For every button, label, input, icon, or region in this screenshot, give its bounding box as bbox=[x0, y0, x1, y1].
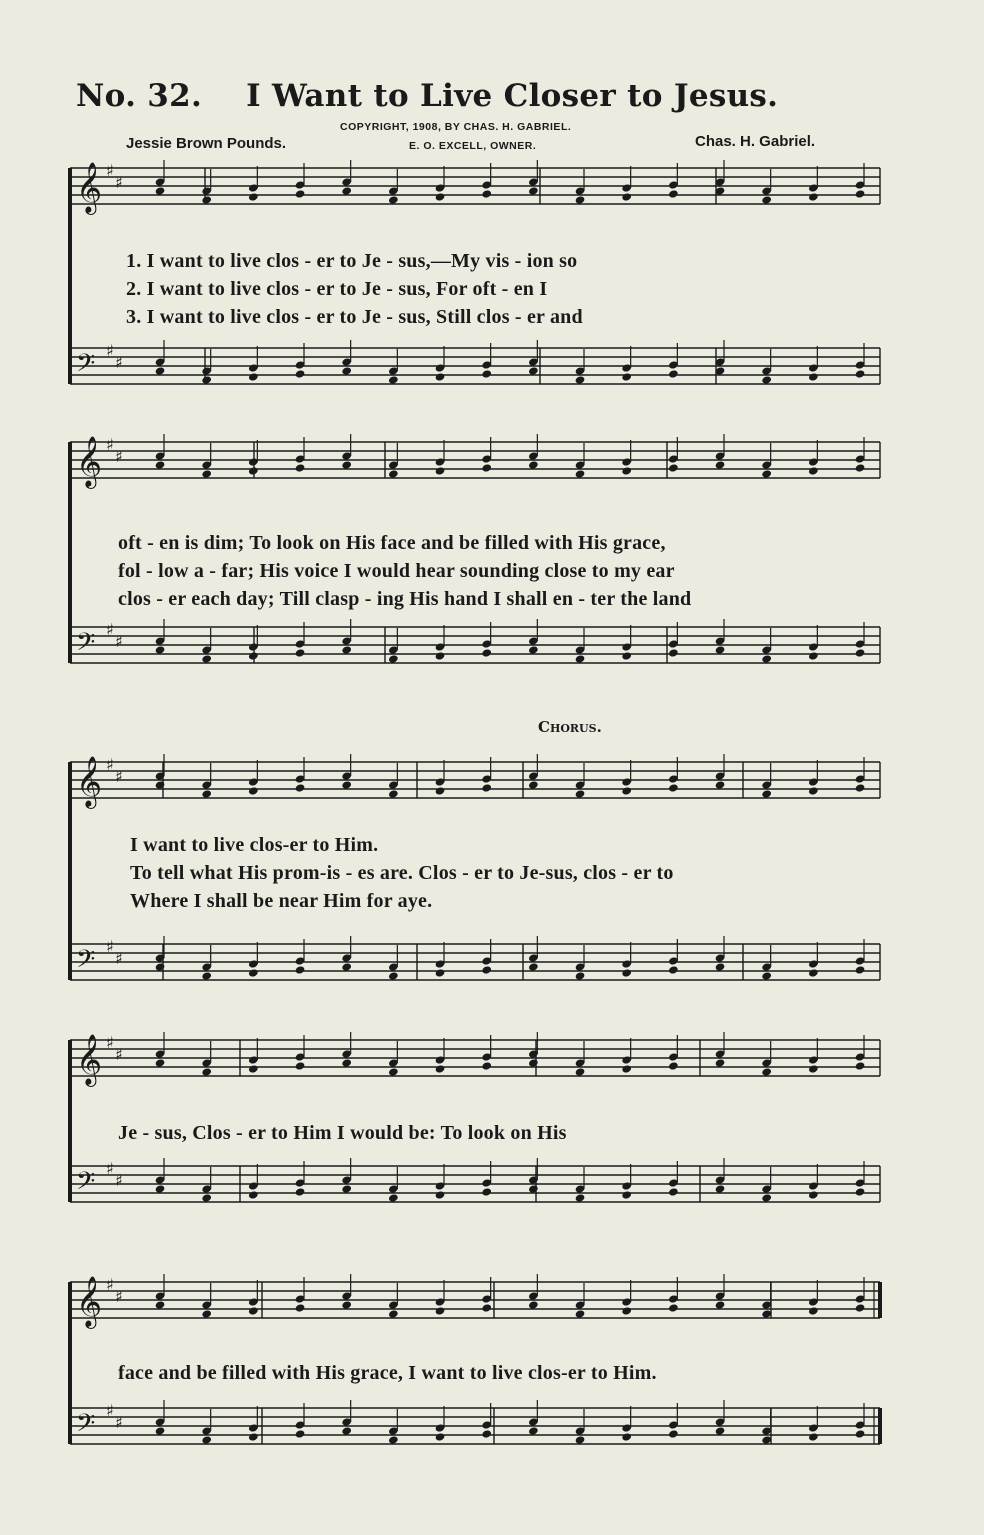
note-head bbox=[808, 786, 819, 795]
sharp-sign: ♯ bbox=[115, 1171, 123, 1190]
note-head bbox=[621, 1190, 632, 1199]
note-head bbox=[855, 369, 866, 378]
note-head bbox=[435, 1064, 446, 1073]
bass-clef: 𝄢 bbox=[76, 628, 96, 663]
note-head bbox=[668, 1187, 679, 1196]
note-head bbox=[248, 968, 259, 977]
note-head bbox=[435, 1432, 446, 1441]
copyright-notice: COPYRIGHT, 1908, BY CHAS. H. GABRIEL. bbox=[340, 121, 572, 133]
treble-clef: 𝄞 bbox=[76, 1034, 103, 1085]
lyric-s2-verse1: oft - en is dim; To look on His face and be filled with His grace, bbox=[118, 532, 666, 554]
note-head bbox=[855, 965, 866, 974]
sharp-sign: ♯ bbox=[115, 353, 123, 372]
note-head bbox=[435, 1190, 446, 1199]
note-head bbox=[248, 1064, 259, 1073]
sharp-sign: ♯ bbox=[106, 341, 114, 360]
bass-clef: 𝄢 bbox=[76, 945, 96, 980]
note-head bbox=[481, 463, 492, 472]
treble-clef: 𝄞 bbox=[76, 756, 103, 807]
bass-clef: 𝄢 bbox=[76, 349, 96, 384]
note-head bbox=[855, 783, 866, 792]
note-head bbox=[248, 1432, 259, 1441]
note-head bbox=[481, 965, 492, 974]
chorus-label: Chorus. bbox=[538, 718, 602, 736]
note-head bbox=[621, 466, 632, 475]
note-head bbox=[295, 1187, 306, 1196]
note-head bbox=[481, 1303, 492, 1312]
bass-clef: 𝄢 bbox=[76, 1409, 96, 1444]
note-head bbox=[481, 1187, 492, 1196]
note-head bbox=[481, 1061, 492, 1070]
treble-clef: 𝄞 bbox=[76, 162, 103, 213]
note-head bbox=[808, 372, 819, 381]
note-head bbox=[621, 372, 632, 381]
lyric-s3-verse1: I want to live clos-er to Him. bbox=[130, 834, 379, 856]
note-head bbox=[668, 1303, 679, 1312]
note-head bbox=[668, 189, 679, 198]
note-head bbox=[435, 786, 446, 795]
note-head bbox=[295, 369, 306, 378]
note-head bbox=[855, 1303, 866, 1312]
note-head bbox=[481, 1429, 492, 1438]
note-head bbox=[808, 1064, 819, 1073]
sharp-sign: ♯ bbox=[115, 1413, 123, 1432]
note-head bbox=[481, 648, 492, 657]
note-head bbox=[248, 1306, 259, 1315]
note-head bbox=[481, 369, 492, 378]
note-head bbox=[668, 1061, 679, 1070]
bass-clef: 𝄢 bbox=[76, 1167, 96, 1202]
sharp-sign: ♯ bbox=[115, 173, 123, 192]
note-head bbox=[855, 1187, 866, 1196]
note-head bbox=[248, 192, 259, 201]
note-head bbox=[621, 192, 632, 201]
sharp-sign: ♯ bbox=[106, 161, 114, 180]
lyric-s4: Je - sus, Clos - er to Him I would be: To look on His bbox=[118, 1122, 567, 1144]
sharp-sign: ♯ bbox=[106, 1275, 114, 1294]
sharp-sign: ♯ bbox=[115, 1287, 123, 1306]
note-head bbox=[621, 786, 632, 795]
note-head bbox=[808, 192, 819, 201]
sharp-sign: ♯ bbox=[106, 435, 114, 454]
note-head bbox=[808, 1190, 819, 1199]
note-head bbox=[668, 1429, 679, 1438]
sharp-sign: ♯ bbox=[106, 1401, 114, 1420]
note-head bbox=[855, 648, 866, 657]
hymn-title: I Want to Live Closer to Jesus. bbox=[246, 78, 779, 114]
note-head bbox=[621, 651, 632, 660]
note-head bbox=[295, 648, 306, 657]
sharp-sign: ♯ bbox=[115, 447, 123, 466]
note-head bbox=[855, 463, 866, 472]
sharp-sign: ♯ bbox=[106, 1033, 114, 1052]
note-head bbox=[808, 968, 819, 977]
note-head bbox=[295, 783, 306, 792]
note-head bbox=[435, 192, 446, 201]
copyright-owner: E. O. EXCELL, OWNER. bbox=[409, 140, 537, 152]
lyric-s1-verse3: 3. I want to live clos - er to Je - sus, Still clos - er and bbox=[126, 306, 583, 328]
note-head bbox=[435, 372, 446, 381]
sharp-sign: ♯ bbox=[106, 937, 114, 956]
sharp-sign: ♯ bbox=[115, 767, 123, 786]
composer-credit: Chas. H. Gabriel. bbox=[695, 133, 816, 150]
note-head bbox=[621, 1432, 632, 1441]
note-head bbox=[435, 968, 446, 977]
lyric-s3-verse3: Where I shall be near Him for aye. bbox=[130, 890, 433, 912]
note-head bbox=[435, 1306, 446, 1315]
treble-clef: 𝄞 bbox=[76, 436, 103, 487]
note-head bbox=[248, 651, 259, 660]
sharp-sign: ♯ bbox=[106, 620, 114, 639]
sharp-sign: ♯ bbox=[115, 1045, 123, 1064]
note-head bbox=[855, 189, 866, 198]
hymn-number: No. 32. bbox=[76, 78, 203, 114]
note-head bbox=[248, 786, 259, 795]
note-head bbox=[668, 648, 679, 657]
lyric-s2-verse3: clos - er each day; Till clasp - ing His hand I shall en - ter the land bbox=[118, 588, 692, 610]
lyricist-credit: Jessie Brown Pounds. bbox=[126, 135, 287, 152]
lyric-s3-verse2: To tell what His prom-is - es are. Clos - er to Je-sus, clos - er to bbox=[130, 862, 674, 884]
lyric-s5: face and be filled with His grace, I want to live clos-er to Him. bbox=[118, 1362, 657, 1384]
sharp-sign: ♯ bbox=[106, 1159, 114, 1178]
note-head bbox=[855, 1429, 866, 1438]
note-head bbox=[668, 965, 679, 974]
note-head bbox=[248, 372, 259, 381]
lyric-s2-verse2: fol - low a - far; His voice I would hear sounding close to my ear bbox=[118, 560, 675, 582]
note-head bbox=[481, 783, 492, 792]
note-head bbox=[295, 965, 306, 974]
note-head bbox=[435, 466, 446, 475]
lyric-s1-verse1: 1. I want to live clos - er to Je - sus,—My vis - ion so bbox=[126, 250, 578, 272]
sharp-sign: ♯ bbox=[115, 632, 123, 651]
note-head bbox=[808, 1306, 819, 1315]
note-head bbox=[248, 466, 259, 475]
note-head bbox=[808, 651, 819, 660]
note-head bbox=[621, 1306, 632, 1315]
note-head bbox=[808, 466, 819, 475]
note-head bbox=[295, 189, 306, 198]
note-head bbox=[248, 1190, 259, 1199]
note-head bbox=[295, 1061, 306, 1070]
note-head bbox=[855, 1061, 866, 1070]
note-head bbox=[435, 651, 446, 660]
note-head bbox=[668, 369, 679, 378]
note-head bbox=[295, 1429, 306, 1438]
note-head bbox=[808, 1432, 819, 1441]
note-head bbox=[295, 1303, 306, 1312]
note-head bbox=[295, 463, 306, 472]
note-head bbox=[668, 783, 679, 792]
note-head bbox=[668, 463, 679, 472]
lyric-s1-verse2: 2. I want to live clos - er to Je - sus, For oft - en I bbox=[126, 278, 548, 300]
sharp-sign: ♯ bbox=[115, 949, 123, 968]
note-head bbox=[621, 1064, 632, 1073]
sharp-sign: ♯ bbox=[106, 755, 114, 774]
treble-clef: 𝄞 bbox=[76, 1276, 103, 1327]
note-head bbox=[481, 189, 492, 198]
note-head bbox=[621, 968, 632, 977]
